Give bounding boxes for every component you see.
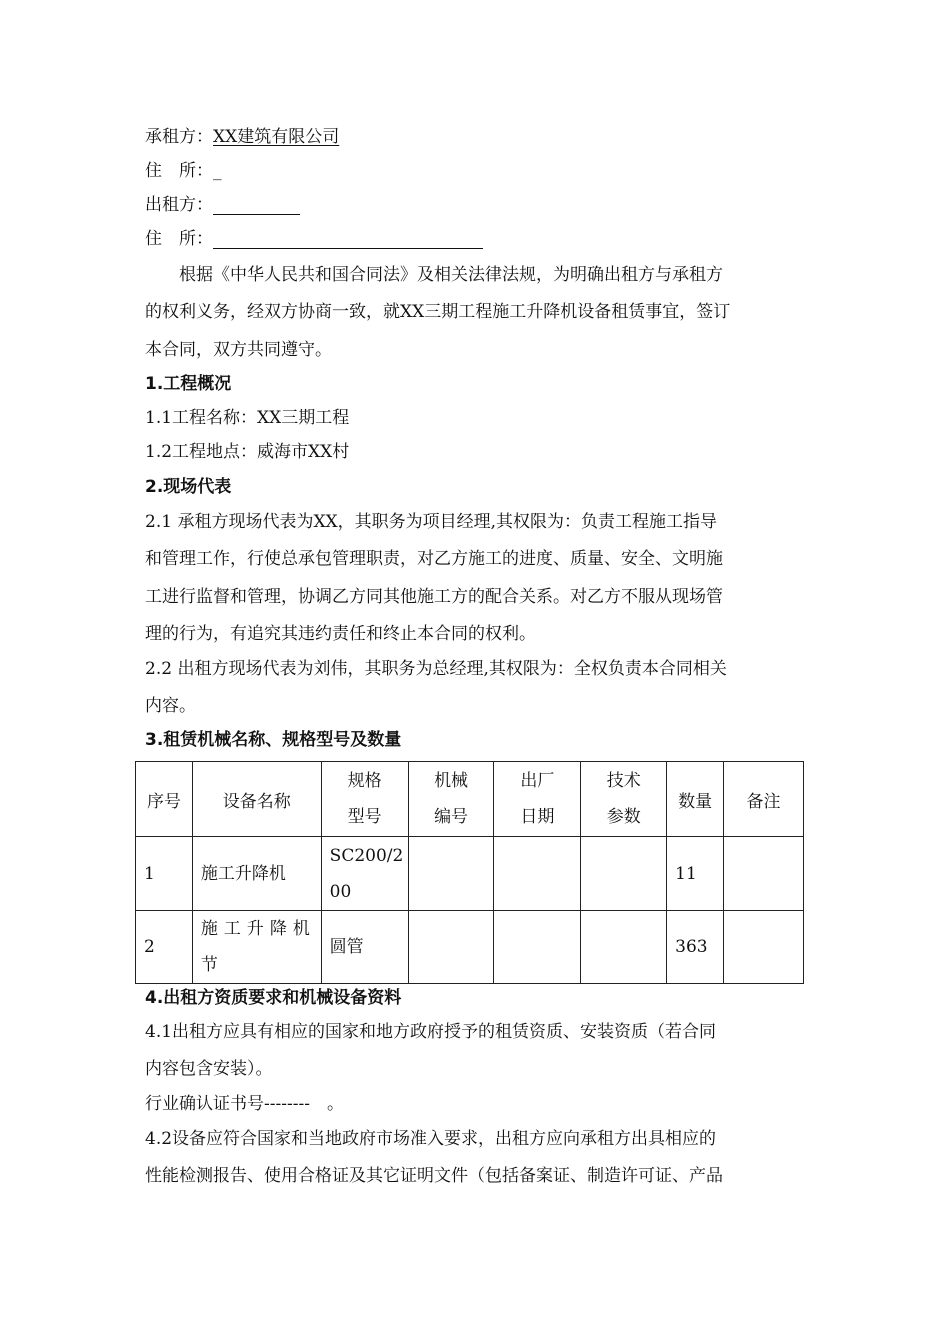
row-1-date <box>494 837 581 911</box>
row-1-mech-no <box>408 837 494 911</box>
row-2-note <box>724 911 804 984</box>
header-name: 设备名称 <box>192 762 321 837</box>
lessor-address-line <box>145 229 483 249</box>
row-2-tech <box>581 911 667 984</box>
lessee-address-label: 住 所： <box>145 161 213 181</box>
section-2-p2-line-2: 内容。 <box>145 696 196 716</box>
section-2-title: 2.现场代表 <box>145 477 232 497</box>
row-1-tech <box>581 837 667 911</box>
lessee-label: 承租方： <box>145 127 213 147</box>
row-2-qty: 363 <box>667 911 724 984</box>
header-qty: 数量 <box>667 762 724 837</box>
section-1-title: 1.工程概况 <box>145 374 232 394</box>
row-2-spec: 圆管 <box>321 911 408 984</box>
lessor-label: 出租方： <box>145 195 213 215</box>
row-1-note <box>724 837 804 911</box>
row-2-no: 2 <box>136 911 193 984</box>
intro-line-1: 根据《中华人民共和国合同法》及相关法律法规，为明确出租方与承租方 <box>179 265 723 285</box>
lessee-line <box>145 127 339 147</box>
section-4-p2-line-2: 性能检测报告、使用合格证及其它证明文件（包括备案证、制造许可证、产品 <box>145 1166 723 1186</box>
section-2-p1-line-1: 2.1 承租方现场代表为XX，其职务为项目经理,其权限为：负责工程施工指导 <box>145 512 718 532</box>
row-2-name: 施工升降机 节 <box>192 911 321 984</box>
header-spec: 规格 型号 <box>321 762 408 837</box>
lessor-name-blank <box>213 196 300 215</box>
lessee-address-line <box>145 161 222 181</box>
row-1-name: 施工升降机 <box>192 837 321 911</box>
row-1-qty: 11 <box>667 837 724 911</box>
equipment-table <box>135 761 804 984</box>
section-1-item-2: 1.2工程地点：威海市XX村 <box>145 442 350 462</box>
row-2-mech-no <box>408 911 494 984</box>
lessee-name: XX建筑有限公司 <box>213 127 340 147</box>
section-2-p2-line-1: 2.2 出租方现场代表为刘伟，其职务为总经理,其权限为：全权负责本合同相关 <box>145 659 727 679</box>
section-4-p1-line-2: 内容包含安装）。 <box>145 1059 273 1079</box>
section-1-item-1: 1.1工程名称：XX三期工程 <box>145 408 350 428</box>
header-note: 备注 <box>724 762 804 837</box>
table-header-row <box>136 762 804 837</box>
section-3-title: 3.租赁机械名称、规格型号及数量 <box>145 730 402 750</box>
header-tech: 技术 参数 <box>581 762 667 837</box>
lessor-address-blank <box>213 230 483 249</box>
intro-line-2: 的权利义务，经双方协商一致，就XX三期工程施工升降机设备租赁事宜，签订 <box>145 302 731 322</box>
header-no: 序号 <box>136 762 193 837</box>
row-2-date <box>494 911 581 984</box>
section-4-cert-line: 行业确认证书号-------- 。 <box>145 1094 344 1114</box>
table-row <box>136 911 804 984</box>
section-2-p1-line-3: 工进行监督和管理，协调乙方同其他施工方的配合关系。对乙方不服从现场管 <box>145 587 723 607</box>
row-1-no: 1 <box>136 837 193 911</box>
header-date: 出厂 日期 <box>494 762 581 837</box>
lessee-address-value: _ <box>213 161 222 181</box>
header-mech-no: 机械 编号 <box>408 762 494 837</box>
section-4-p2-line-1: 4.2设备应符合国家和当地政府市场准入要求，出租方应向承租方出具相应的 <box>145 1129 717 1149</box>
row-1-spec: SC200/2 00 <box>321 837 408 911</box>
intro-line-3: 本合同，双方共同遵守。 <box>145 340 332 360</box>
lessor-line <box>145 195 300 215</box>
section-2-p1-line-4: 理的行为，有追究其违约责任和终止本合同的权利。 <box>145 624 536 644</box>
section-4-title: 4.出租方资质要求和机械设备资料 <box>145 988 402 1008</box>
section-2-p1-line-2: 和管理工作，行使总承包管理职责，对乙方施工的进度、质量、安全、文明施 <box>145 549 723 569</box>
section-4-p1-line-1: 4.1出租方应具有相应的国家和地方政府授予的租赁资质、安装资质（若合同 <box>145 1022 717 1042</box>
table-row <box>136 837 804 911</box>
lessor-address-label: 住 所： <box>145 229 213 249</box>
